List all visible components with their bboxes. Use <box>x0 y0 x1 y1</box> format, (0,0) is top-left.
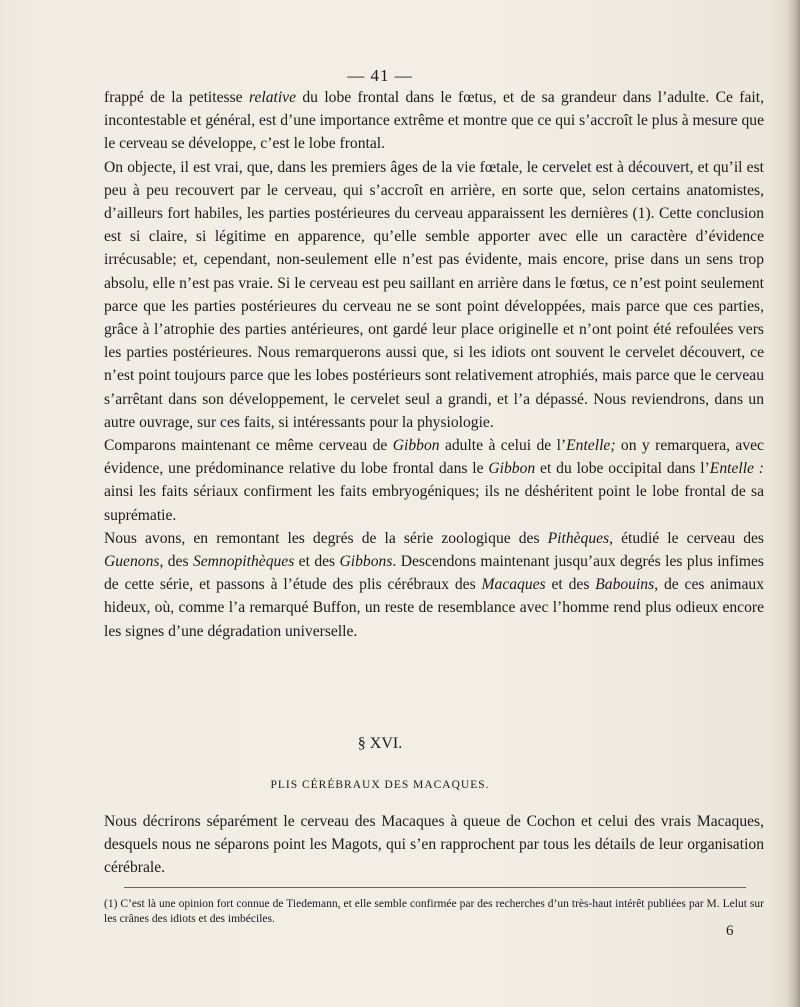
section-subtitle: PLIS CÉRÉBRAUX DES MACAQUES. <box>270 779 490 791</box>
italic-run: Gibbon <box>392 437 440 455</box>
paragraph-3 <box>104 434 764 527</box>
text-run: , des <box>159 553 193 571</box>
footnote: (1) C’est là une opinion fort connue de Tiedemann, et elle semble confirmée par des recherches d’un très-haut intérêt publiées par M. Lelut sur les crânes des idiots et des imbéciles. <box>104 898 764 925</box>
signature-mark: 6 <box>726 923 734 939</box>
page-edge-shadow <box>786 0 800 1007</box>
italic-run: Guenons <box>104 553 160 571</box>
text-run: ainsi les faits sériaux confirment les faits embryogéniques; ils ne déshéritent point le lobe frontal de sa suprématie. <box>104 483 764 524</box>
text-run: et du lobe occipital dans l’ <box>535 460 710 478</box>
footnote-divider <box>124 887 746 888</box>
text-run: Comparons maintenant ce même cerveau de <box>104 437 393 455</box>
italic-run: Gibbon <box>488 460 536 478</box>
italic-run: relative <box>248 89 297 106</box>
text-run: adulte à celui de l’ <box>439 437 567 455</box>
text-run: , de ces animaux hideux, où, comme l’a remarqué Buffon, un reste de resemblance avec l’homme rend plus odieux encore les signes d’une dégradation universelle. <box>104 576 764 640</box>
text-run: du lobe frontal dans le fœtus, et de sa grandeur dans l’adulte. Ce fait, incontestable et général, est d’une importance extrême et montre que ce qui s’accroît le plus à mesure que le cerveau se développe, c’est le lobe frontal. <box>104 89 764 153</box>
italic-run: Macaques <box>481 576 546 594</box>
section-paragraph: Nous décrirons séparément le cerveau des Macaques à queue de Cochon et celui des vrais Macaques, desquels nous ne séparons point les Magots, qui s’en rapprochent par tous les détails de leur organisation cérébrale. <box>104 813 764 877</box>
italic-run: Entelle; <box>566 437 616 455</box>
text-run: on y remarquera, avec évidence, une prédominance relative du lobe frontal dans le <box>104 437 764 478</box>
italic-run: Babouins <box>595 576 655 594</box>
paragraph-1 <box>104 86 764 156</box>
page-number: — 41 — <box>347 66 413 85</box>
paragraph-4 <box>104 527 764 643</box>
text-run: . Descendons maintenant jusqu’aux degrés les plus infimes de cette série, et passons à l’étude des plis cérébraux des <box>104 553 764 594</box>
italic-run: Gibbons <box>339 553 393 571</box>
section-text <box>104 810 764 880</box>
italic-run: Semnopithèques <box>192 553 295 571</box>
paragraph-2 <box>104 156 764 434</box>
text-run: et des <box>545 576 596 594</box>
text-run: et des <box>294 553 340 571</box>
text-run: frappé de la petitesse <box>104 89 249 106</box>
section-heading: § XVI. <box>357 735 403 752</box>
italic-run: Pithèques <box>547 529 610 547</box>
text-run: , étudié le cerveau des <box>609 529 764 547</box>
text-run: Nous avons, en remontant les degrés de la série zoologique des <box>104 529 548 547</box>
main-text <box>104 86 764 643</box>
text-run: On objecte, il est vrai, que, dans les premiers âges de la vie fœtale, le cervelet est à découvert, et qu’il est peu à peu recouvert par le cerveau, qui s’accroît en arrière, en sorte que, selon certains anatomistes, d’ailleurs fort habiles, les parties postérieures du cerveau apparaissent les dernières (1). Cette conclusion est si claire, si légitime en apparence, qu’elle semble apporter avec elle un caractère d’évidence irrécusable; et, cependant, non-seulement elle n’est pas évidente, mais encore, prise dans un sens trop absolu, elle n’est pas vraie. Si le cerveau est peu saillant en arrière dans le fœtus, ce n’est point seulement parce que les parties postérieures du cerveau ne se sont point développées, mais parce que ces parties, grâce à l’atrophie des parties antérieures, ont gardé leur place originelle et n’ont point été refoulées vers les parties postérieures. Nous remarquerons aussi que, si les idiots ont souvent le cervelet découvert, ce n’est point toujours parce que les lobes postérieurs sont relativement atrophiés, mais parce que le cerveau s’arrêtant dans son développement, le cervelet seul a grandi, et l’a dépassé. Nous reviendrons, dans un autre ouvrage, sur ces faits, si intéressants pour la physiologie. <box>104 158 764 431</box>
italic-run: Entelle : <box>709 460 765 478</box>
